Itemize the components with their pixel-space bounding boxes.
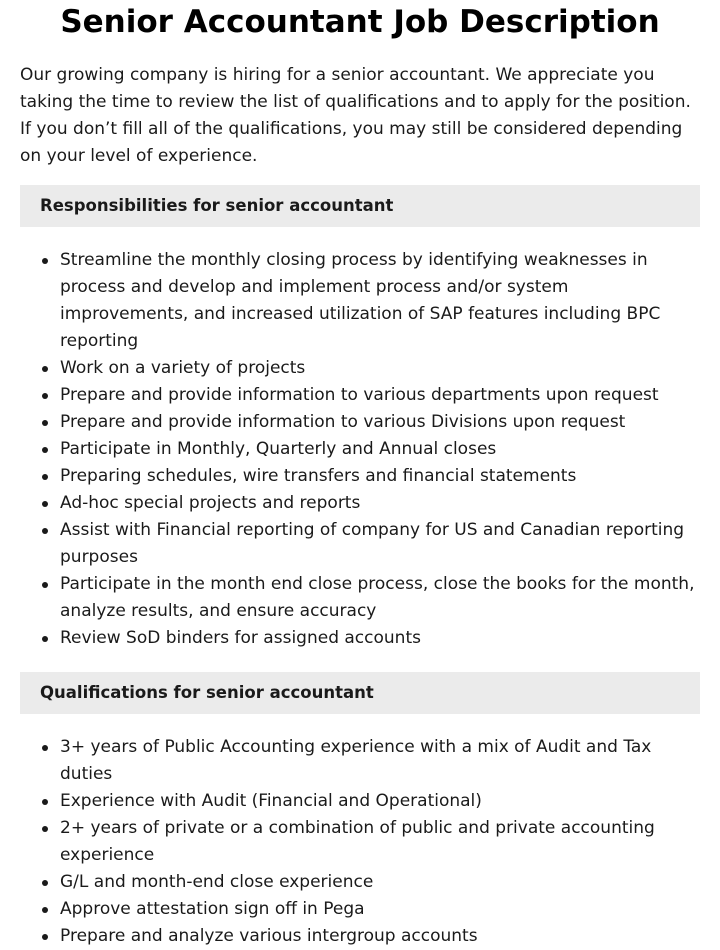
list-item: Preparing schedules, wire transfers and financial statements — [60, 463, 700, 490]
list-item: Review SoD binders for assigned accounts — [60, 625, 700, 652]
list-item: Participate in Monthly, Quarterly and Annual closes — [60, 436, 700, 463]
list-item: Approve attestation sign off in Pega — [60, 896, 700, 923]
list-item: Prepare and provide information to various Divisions upon request — [60, 409, 700, 436]
list-item: Prepare and provide information to various departments upon request — [60, 382, 700, 409]
list-item: Work on a variety of projects — [60, 355, 700, 382]
list-item: Streamline the monthly closing process by identifying weaknesses in process and develop and implement process and/or system improvements, and increased utilization of SAP features including BPC reporting — [60, 247, 700, 355]
list-item: 2+ years of private or a combination of public and private accounting experience — [60, 815, 700, 869]
list-item: Participate in the month end close process, close the books for the month, analyze results, and ensure accuracy — [60, 571, 700, 625]
list-item: Ad-hoc special projects and reports — [60, 490, 700, 517]
list-item: Experience with Audit (Financial and Operational) — [60, 788, 700, 815]
list-item: 3+ years of Public Accounting experience with a mix of Audit and Tax duties — [60, 734, 700, 788]
qualifications-heading: Qualifications for senior accountant — [20, 672, 700, 714]
responsibilities-heading: Responsibilities for senior accountant — [20, 185, 700, 227]
list-item: Assist with Financial reporting of company for US and Canadian reporting purposes — [60, 517, 700, 571]
intro-paragraph: Our growing company is hiring for a senior accountant. We appreciate you taking the time to review the list of qualifications and to apply for the position. If you don’t fill all of the qualifications, you may still be considered depending on your level of experience. — [20, 65, 691, 166]
responsibilities-list — [20, 247, 700, 652]
list-item: Prepare and analyze various intergroup accounts — [60, 923, 700, 950]
qualifications-list — [20, 734, 700, 950]
page-title: Senior Accountant Job Description — [60, 4, 660, 40]
list-item: G/L and month-end close experience — [60, 869, 700, 896]
